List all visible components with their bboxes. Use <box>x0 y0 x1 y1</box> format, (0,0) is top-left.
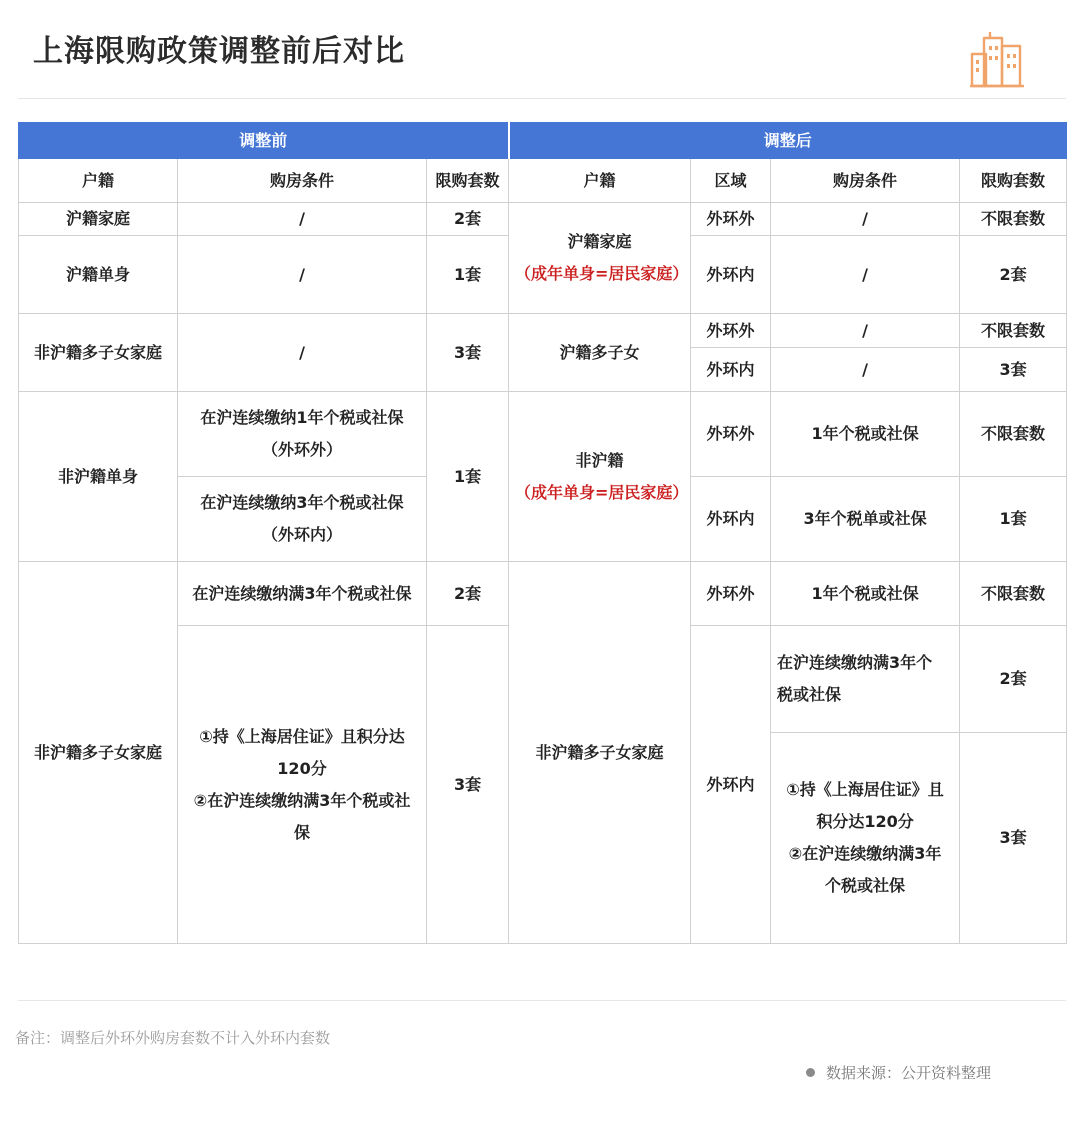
cell-hukou-text: 沪籍家庭 <box>567 232 632 251</box>
column-header-zone: 区域 <box>691 159 771 203</box>
cell-hukou: 沪籍家庭 <box>19 203 178 236</box>
source-text: 数据来源：公开资料整理 <box>826 1064 992 1082</box>
condition-line: 个税或社保 <box>825 876 906 895</box>
cell-condition-after: / <box>771 348 960 392</box>
cell-hukou: 非沪籍多子女家庭 <box>19 562 178 944</box>
condition-line: 保 <box>293 822 310 842</box>
cell-hukou-note: （成年单身=居民家庭） <box>515 482 689 502</box>
cell-limit-after: 1套 <box>960 477 1067 562</box>
title-divider <box>18 98 1066 99</box>
cell-hukou-after: 非沪籍多子女家庭 <box>509 562 691 944</box>
cell-condition-after: 1年个税或社保 <box>771 392 960 477</box>
column-header-limit: 限购套数 <box>427 159 509 203</box>
cell-limit-after: 3套 <box>960 348 1067 392</box>
condition-line: ①持《上海居住证》且 <box>786 780 944 799</box>
cell-hukou: 沪籍单身 <box>19 236 178 314</box>
cell-zone: 外环外 <box>691 203 771 236</box>
condition-line: （外环外） <box>261 440 342 459</box>
cell-limit: 3套 <box>427 626 509 944</box>
cell-condition: / <box>178 236 427 314</box>
cell-condition <box>178 392 427 477</box>
before-header: 调整前 <box>19 123 509 159</box>
cell-limit: 2套 <box>427 562 509 626</box>
cell-limit-after: 2套 <box>960 626 1067 733</box>
condition-line: 在沪连续缴纳1年个税或社保 <box>200 408 404 427</box>
footer-divider <box>18 1000 1066 1001</box>
cell-hukou-note: （成年单身=居民家庭） <box>515 264 689 283</box>
table-row <box>19 203 1067 236</box>
cell-limit-after: 不限套数 <box>960 314 1067 348</box>
cell-zone: 外环内 <box>691 348 771 392</box>
condition-line: 税或社保 <box>777 685 842 704</box>
cell-zone: 外环外 <box>691 392 771 477</box>
buildings-icon <box>968 28 1026 90</box>
cell-hukou: 非沪籍多子女家庭 <box>19 314 178 392</box>
column-header-limit-after: 限购套数 <box>960 159 1067 203</box>
column-header-condition: 购房条件 <box>178 159 427 203</box>
cell-limit: 3套 <box>427 314 509 392</box>
cell-limit-after: 3套 <box>960 733 1067 944</box>
cell-limit-after: 2套 <box>960 236 1067 314</box>
cell-zone: 外环内 <box>691 626 771 944</box>
condition-line: 120分 <box>277 758 327 778</box>
cell-condition-after: 1年个税或社保 <box>771 562 960 626</box>
cell-hukou-text: 非沪籍 <box>575 450 624 470</box>
cell-condition <box>178 477 427 562</box>
bullet-dot-icon <box>806 1068 815 1077</box>
column-header-hukou-after: 户籍 <box>509 159 691 203</box>
page-title: 上海限购政策调整前后对比 <box>33 34 405 69</box>
table-row <box>19 314 1067 348</box>
cell-condition: / <box>178 203 427 236</box>
cell-hukou: 非沪籍单身 <box>19 392 178 562</box>
condition-line: 在沪连续缴纳3年个税或社保 <box>200 493 404 512</box>
cell-condition: 在沪连续缴纳满3年个税或社保 <box>178 562 427 626</box>
cell-hukou-after <box>509 203 691 314</box>
condition-line: ②在沪连续缴纳满3年个税或社 <box>193 790 411 810</box>
cell-limit-after: 不限套数 <box>960 562 1067 626</box>
cell-condition <box>178 626 427 944</box>
cell-limit: 1套 <box>427 236 509 314</box>
condition-line: 积分达120分 <box>816 812 914 831</box>
cell-limit-after: 不限套数 <box>960 203 1067 236</box>
table-row <box>19 392 1067 477</box>
cell-zone: 外环内 <box>691 236 771 314</box>
column-header-condition-after: 购房条件 <box>771 159 960 203</box>
cell-condition-after <box>771 626 960 733</box>
cell-hukou-after: 沪籍多子女 <box>509 314 691 392</box>
cell-zone: 外环内 <box>691 477 771 562</box>
cell-limit: 1套 <box>427 392 509 562</box>
cell-zone: 外环外 <box>691 314 771 348</box>
policy-comparison-table <box>18 122 1067 944</box>
condition-line: （外环内） <box>261 525 342 544</box>
cell-condition-after: / <box>771 314 960 348</box>
cell-zone: 外环外 <box>691 562 771 626</box>
table-row <box>19 562 1067 626</box>
cell-limit: 2套 <box>427 203 509 236</box>
cell-condition: / <box>178 314 427 392</box>
cell-condition-after: / <box>771 203 960 236</box>
after-header: 调整后 <box>509 123 1067 159</box>
condition-line: 在沪连续缴纳满3年个 <box>777 653 933 672</box>
cell-condition-after: 3年个税单或社保 <box>771 477 960 562</box>
cell-hukou-after <box>509 392 691 562</box>
source-line <box>806 1062 991 1083</box>
cell-limit-after: 不限套数 <box>960 392 1067 477</box>
cell-condition-after <box>771 733 960 944</box>
footnote: 备注：调整后外环外购房套数不计入外环内套数 <box>15 1029 331 1047</box>
condition-line: ①持《上海居住证》且积分达 <box>199 726 405 746</box>
cell-condition-after: / <box>771 236 960 314</box>
column-header-hukou: 户籍 <box>19 159 178 203</box>
condition-line: ②在沪连续缴纳满3年 <box>788 844 942 863</box>
